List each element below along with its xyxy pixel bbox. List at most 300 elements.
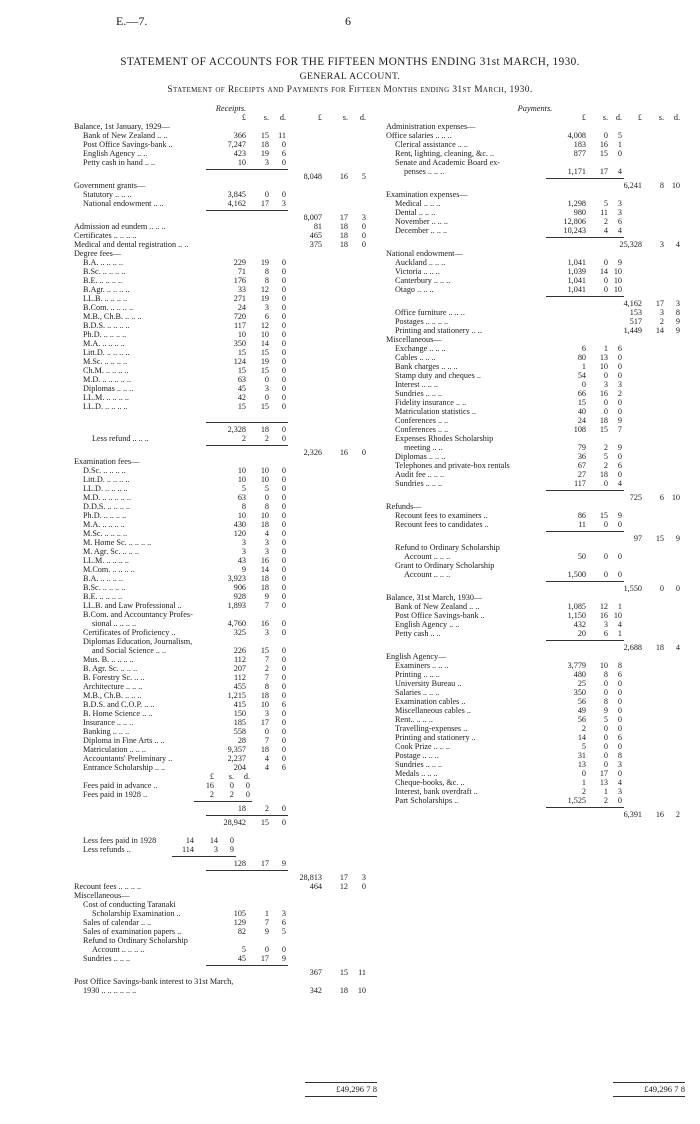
amount-inner-shillings: 2 — [603, 461, 608, 470]
amount-inner-shillings: 3 — [603, 620, 608, 629]
table-row — [74, 619, 388, 628]
table-row — [74, 222, 388, 231]
amount-inner-pence: 8 — [617, 751, 622, 760]
amount-inner-pounds: 183 — [573, 140, 586, 149]
amount-inner-pounds: 5 — [241, 484, 246, 493]
unit-label: £ — [637, 113, 642, 122]
table-row — [386, 443, 684, 452]
amount-outer-pounds: 517 — [629, 317, 642, 326]
amount-inner-pence: 1 — [617, 629, 622, 638]
amount-inner-pounds: 906 — [233, 583, 246, 592]
table-row — [386, 643, 684, 652]
row-label: Telephones and private-box rentals — [395, 461, 510, 470]
table-row — [74, 330, 388, 339]
amount-inner-pence: 0 — [617, 552, 622, 561]
amount-sub-pence: d. — [243, 772, 250, 781]
table-row — [74, 673, 388, 682]
row-label: Post Office Savings-bank .. — [83, 140, 173, 149]
amount-inner-shillings: 15 — [260, 366, 269, 375]
amount-inner-shillings: 0 — [603, 131, 608, 140]
amount-outer-pounds: 1,550 — [623, 584, 642, 593]
amount-outer-pounds: 153 — [629, 308, 642, 317]
amount-inner-pounds: 108 — [573, 425, 586, 434]
amount-inner-pence: 0 — [617, 398, 622, 407]
amount-inner-pounds: 2 — [581, 724, 586, 733]
row-label: Clerical assistance .. .. — [395, 140, 468, 149]
amount-inner-pence: 0 — [281, 312, 286, 321]
amount-inner-pence: 10 — [613, 285, 622, 294]
amount-sub-pence: 0 — [245, 790, 250, 799]
amount-outer-pence: 4 — [675, 643, 680, 652]
table-row — [74, 348, 388, 357]
amount-inner-pounds: 720 — [233, 312, 246, 321]
amount-inner-shillings: 5 — [603, 452, 608, 461]
amount-inner-shillings: 11 — [600, 208, 608, 217]
amount-outer-shillings: 14 — [655, 326, 664, 335]
row-label: Scholarship Examination .. — [92, 909, 181, 918]
row-label: Rent.. .. .. .. — [395, 715, 433, 724]
table-row — [386, 208, 684, 217]
amount-inner-pence: 0 — [281, 140, 286, 149]
row-label: M.A. .. .. .. .. — [83, 339, 125, 348]
amount-inner-shillings: 19 — [260, 149, 269, 158]
amount-outer-pence: 0 — [361, 222, 366, 231]
amount-outer-pence: 10 — [671, 181, 680, 190]
table-row — [74, 968, 388, 977]
amount-inner-pounds: 56 — [577, 715, 586, 724]
amount-inner-pence: 0 — [281, 673, 286, 682]
amount-inner-pounds: 2,237 — [227, 754, 246, 763]
amount-inner-pence: 0 — [281, 565, 286, 574]
table-row — [74, 547, 388, 556]
amount-outer-shillings: 18 — [655, 643, 664, 652]
table-row — [386, 353, 684, 362]
document-title: STATEMENT OF ACCOUNTS FOR THE FIFTEEN MONTHS ENDING 31st MARCH, 1930. — [120, 56, 580, 68]
row-label: Account .. .. .. — [404, 552, 451, 561]
amount-inner-pence: 0 — [281, 628, 286, 637]
amount-inner-pence: 0 — [281, 466, 286, 475]
table-row — [74, 375, 388, 384]
amount-inner-pence: 0 — [281, 556, 286, 565]
table-row — [74, 610, 388, 619]
row-label: Government grants— — [74, 181, 146, 190]
amount-inner-pence: 0 — [617, 742, 622, 751]
amount-outer-pence: 10 — [357, 986, 366, 995]
amount-inner-pounds: 480 — [573, 670, 586, 679]
amount-inner-pounds: 176 — [233, 276, 246, 285]
amount-inner-shillings: 2 — [264, 804, 269, 813]
amount-inner-pence: 0 — [281, 330, 286, 339]
amount-inner-pence: 0 — [281, 804, 286, 813]
row-label: Administration expenses— — [386, 122, 476, 131]
amount-inner-pounds: 5 — [581, 742, 586, 751]
sum-rule — [206, 210, 288, 211]
amount-inner-shillings: 18 — [599, 470, 608, 479]
amount-inner-pence: 0 — [281, 375, 286, 384]
amount-inner-pounds: 1,041 — [567, 258, 586, 267]
table-row — [74, 190, 388, 199]
row-label: Miscellaneous— — [74, 891, 130, 900]
table-row — [386, 167, 684, 176]
row-label: Examination cables .. — [395, 697, 466, 706]
amount-outer-pounds: 81 — [313, 222, 322, 231]
table-row — [74, 556, 388, 565]
row-label: Expenses Rhodes Scholarship — [395, 434, 494, 443]
amount-inner-pounds: 112 — [234, 655, 246, 664]
row-label: Sales of calendar .. .. — [83, 918, 152, 927]
amount-inner-pounds: 9,357 — [227, 745, 246, 754]
amount-inner-pounds: 1,171 — [567, 167, 586, 176]
amount-inner-shillings: 10 — [260, 700, 269, 709]
amount-inner-shillings: 0 — [603, 724, 608, 733]
amount-inner-pounds: 82 — [237, 927, 246, 936]
amount-inner-shillings: 6 — [603, 629, 608, 638]
amount-inner-pounds: 43 — [237, 556, 246, 565]
table-row — [386, 502, 684, 511]
amount-inner-pence: 0 — [617, 706, 622, 715]
amount-inner-pence: 0 — [281, 818, 286, 827]
row-label: Senate and Academic Board ex- — [395, 158, 501, 167]
receipts-rows — [74, 122, 388, 995]
amount-inner-pence: 0 — [281, 158, 286, 167]
table-row — [74, 339, 388, 348]
row-label: Cook Prize .. .. .. — [395, 742, 451, 751]
page-reference: E.—7. — [116, 14, 148, 28]
row-label: Sundries .. .. .. — [395, 760, 443, 769]
row-label: LL.M. .. .. .. .. — [83, 556, 129, 565]
amount-inner-pence: 3 — [617, 380, 622, 389]
amount-inner-pence: 0 — [281, 682, 286, 691]
table-row — [386, 670, 684, 679]
sum-rule — [546, 581, 624, 582]
amount-inner-shillings: 9 — [603, 706, 608, 715]
amount-inner-shillings: 0 — [603, 276, 608, 285]
row-label: LL.B. .. .. .. .. — [83, 294, 128, 303]
table-row — [74, 448, 388, 457]
table-row — [386, 534, 684, 543]
table-row — [74, 357, 388, 366]
amount-inner-shillings: 0 — [603, 371, 608, 380]
amount-sub-shillings: s. — [228, 772, 234, 781]
amount-inner-pounds: 432 — [573, 620, 586, 629]
row-label: B.Com. and Accountancy Profes- — [83, 610, 193, 619]
amount-outer-pence: 9 — [675, 326, 680, 335]
table-row — [74, 276, 388, 285]
amount-inner-pounds: 1,150 — [567, 611, 586, 620]
amount-outer-pounds: 725 — [629, 493, 642, 502]
row-label: Printing and stationery .. — [395, 733, 476, 742]
amount-inner-shillings: 0 — [603, 479, 608, 488]
table-row — [74, 891, 388, 900]
table-row — [74, 763, 388, 772]
amount-inner-shillings: 6 — [264, 312, 269, 321]
row-label: Cheque-books, &c. .. — [395, 778, 465, 787]
table-row — [74, 475, 388, 484]
amount-inner-pence: 9 — [617, 258, 622, 267]
table-row — [386, 688, 684, 697]
row-label: Office furniture .. .. .. — [395, 308, 465, 317]
amount-inner-pence: 0 — [281, 285, 286, 294]
table-row — [74, 213, 388, 222]
table-row — [74, 384, 388, 393]
row-label: Grant to Ordinary Scholarship — [395, 561, 495, 570]
amount-inner-pounds: 1,215 — [227, 691, 246, 700]
amount-inner-pence: 2 — [617, 389, 622, 398]
table-row — [74, 285, 388, 294]
table-row — [74, 954, 388, 963]
table-row — [74, 172, 388, 181]
table-row — [74, 936, 388, 945]
row-label: Sales of examination papers .. — [83, 927, 182, 936]
amount-inner-pounds: 928 — [233, 592, 246, 601]
table-row — [74, 181, 388, 190]
amount-inner-pounds: 86 — [577, 511, 586, 520]
amount-inner-pounds: 12,806 — [563, 217, 586, 226]
amount-inner-pounds: 366 — [233, 131, 246, 140]
amount-outer-shillings: 16 — [655, 810, 664, 819]
table-row — [74, 727, 388, 736]
amount-inner-pence: 8 — [617, 661, 622, 670]
amount-inner-shillings: 13 — [599, 353, 608, 362]
table-row — [386, 611, 684, 620]
amount-inner-pence: 0 — [281, 520, 286, 529]
row-label: Less fees paid in 1928 — [83, 836, 157, 845]
amount-inner-pounds: 4,008 — [567, 131, 586, 140]
amount-inner-pounds: 1 — [581, 778, 586, 787]
amount-inner-pounds: 8 — [241, 502, 246, 511]
amount-outer-shillings: 2 — [659, 317, 664, 326]
row-label: Medals .. .. .. — [395, 769, 438, 778]
amount-inner-pence: 6 — [281, 700, 286, 709]
amount-inner-pence: 0 — [281, 258, 286, 267]
row-label: M.A. .. .. .. .. — [83, 520, 125, 529]
amount-inner-shillings: 8 — [603, 697, 608, 706]
row-label: B.E. .. .. .. .. — [83, 276, 123, 285]
table-row — [74, 321, 388, 330]
row-label: Miscellaneous cables .. — [395, 706, 471, 715]
unit-label: d. — [615, 113, 622, 122]
amount-inner-pounds: 9 — [241, 565, 246, 574]
row-label: Medical and dental registration .. .. — [74, 240, 189, 249]
unit-label: d. — [359, 113, 366, 122]
amount-inner-pence: 0 — [281, 619, 286, 628]
amount-sub2-pence: 0 — [229, 836, 234, 845]
row-label: M.B., Ch.B. .. .. .. — [83, 312, 142, 321]
table-row — [386, 715, 684, 724]
amount-inner-pounds: 79 — [577, 443, 586, 452]
table-row — [386, 425, 684, 434]
row-label: Refunds— — [386, 502, 422, 511]
amount-inner-pence: 6 — [281, 918, 286, 927]
table-row — [386, 787, 684, 796]
amount-outer-shillings: 18 — [339, 222, 348, 231]
row-label: English Agency .. .. — [83, 149, 148, 158]
sum-rule — [546, 490, 624, 491]
table-row — [386, 335, 684, 344]
amount-inner-pence: 9 — [281, 859, 286, 868]
amount-outer-pence: 0 — [361, 882, 366, 891]
amount-inner-pounds: 54 — [577, 371, 586, 380]
row-label: M. Home Sc. .. .. .. .. — [83, 538, 152, 547]
amount-outer-pence: 0 — [361, 240, 366, 249]
amount-inner-shillings: 0 — [603, 520, 608, 529]
amount-inner-pence: 0 — [281, 475, 286, 484]
row-label: Less refunds .. — [83, 845, 131, 854]
amount-inner-pounds: 3 — [241, 538, 246, 547]
amount-inner-pence: 1 — [617, 140, 622, 149]
amount-inner-pounds: 128 — [233, 859, 246, 868]
amount-inner-shillings: 17 — [599, 167, 608, 176]
amount-outer-pence: 10 — [671, 493, 680, 502]
amount-inner-shillings: 7 — [264, 601, 269, 610]
amount-sub-shillings: 2 — [229, 790, 234, 799]
row-label: Sundries .. .. .. — [395, 479, 443, 488]
amount-inner-pounds: 33 — [237, 285, 246, 294]
amount-inner-pence: 0 — [281, 646, 286, 655]
amount-inner-shillings: 3 — [264, 538, 269, 547]
row-label: Petty cash in hand .. .. — [83, 158, 156, 167]
amount-inner-shillings: 3 — [264, 628, 269, 637]
row-label: Exchange .. .. .. — [395, 344, 446, 353]
amount-sub-pence: 0 — [245, 781, 250, 790]
row-label: Sundries .. .. .. — [83, 954, 131, 963]
receipts-heading: Receipts. — [215, 104, 247, 113]
amount-outer-pounds: 1,449 — [623, 326, 642, 335]
table-row — [74, 691, 388, 700]
row-label: D.D.S. .. .. .. .. — [83, 502, 131, 511]
row-label: B. Agr. Sc. .. .. .. — [83, 664, 138, 673]
table-row — [74, 772, 388, 781]
amount-inner-shillings: 8 — [603, 670, 608, 679]
amount-inner-pence: 0 — [281, 655, 286, 664]
amount-inner-pence: 0 — [281, 592, 286, 601]
amount-inner-pounds: 229 — [233, 258, 246, 267]
row-label: Diplomas Education, Journalism, — [83, 637, 193, 646]
row-label: Stamp duty and cheques .. — [395, 371, 481, 380]
amount-inner-pounds: 40 — [577, 407, 586, 416]
amount-inner-shillings: 3 — [264, 158, 269, 167]
amount-inner-shillings: 1 — [603, 344, 608, 353]
amount-inner-shillings: 0 — [264, 945, 269, 954]
amount-inner-shillings: 14 — [599, 267, 608, 276]
amount-outer-pounds: 2,326 — [303, 448, 322, 457]
amount-inner-pounds: 15 — [237, 366, 246, 375]
amount-inner-pounds: 13 — [577, 760, 586, 769]
table-row — [74, 249, 388, 258]
amount-inner-pence: 0 — [281, 276, 286, 285]
table-row — [74, 873, 388, 882]
table-row — [386, 679, 684, 688]
table-row — [386, 122, 684, 131]
amount-inner-pounds: 49 — [577, 706, 586, 715]
amount-inner-shillings: 0 — [603, 258, 608, 267]
table-row — [74, 231, 388, 240]
unit-label: d. — [279, 113, 286, 122]
row-label: Audit fee .. .. .. — [395, 470, 445, 479]
row-label: Certificates of Proficiency .. — [83, 628, 176, 637]
amount-inner-pounds: 3,923 — [227, 574, 246, 583]
amount-inner-pence: 6 — [617, 217, 622, 226]
row-label: Miscellaneous— — [386, 335, 442, 344]
sum-rule — [546, 531, 624, 532]
table-row — [386, 552, 684, 561]
amount-inner-shillings: 19 — [260, 294, 269, 303]
amount-inner-shillings: 3 — [264, 303, 269, 312]
sum-rule — [546, 640, 624, 641]
table-row — [74, 393, 388, 402]
row-label: Recount fees to candidates .. — [395, 520, 489, 529]
amount-inner-pence: 0 — [281, 754, 286, 763]
amount-outer-pence: 3 — [361, 213, 366, 222]
table-row — [74, 945, 388, 954]
amount-inner-shillings: 19 — [260, 258, 269, 267]
amount-inner-pence: 0 — [617, 570, 622, 579]
table-row — [74, 457, 388, 466]
amount-inner-pounds: 56 — [577, 697, 586, 706]
row-label: penses .. .. .. — [404, 167, 445, 176]
table-row — [74, 574, 388, 583]
amount-inner-pounds: 63 — [237, 375, 246, 384]
table-row — [74, 511, 388, 520]
amount-sub2-pence: 9 — [229, 845, 234, 854]
amount-inner-pounds: 112 — [234, 673, 246, 682]
amount-inner-shillings: 19 — [260, 357, 269, 366]
amount-inner-shillings: 15 — [260, 131, 269, 140]
row-label: National endowment .. .. — [83, 199, 164, 208]
amount-inner-shillings: 15 — [260, 646, 269, 655]
amount-inner-pounds: 10 — [237, 466, 246, 475]
row-label: Entrance Scholarship .. .. — [83, 763, 166, 772]
table-row — [386, 398, 684, 407]
unit-label: £ — [317, 113, 322, 122]
amount-inner-shillings: 2 — [603, 443, 608, 452]
amount-inner-pence: 5 — [617, 131, 622, 140]
amount-inner-pounds: 207 — [233, 664, 246, 673]
amount-inner-pounds: 0 — [581, 380, 586, 389]
row-label: Less refund .. .. .. — [92, 434, 149, 443]
table-row — [386, 602, 684, 611]
amount-inner-pence: 0 — [281, 691, 286, 700]
amount-inner-pence: 0 — [617, 470, 622, 479]
table-row — [386, 796, 684, 805]
table-row — [386, 267, 684, 276]
row-label: Statutory .. .. .. — [83, 190, 132, 199]
amount-inner-pounds: 1,039 — [567, 267, 586, 276]
table-row — [74, 140, 388, 149]
table-row — [386, 652, 684, 661]
amount-inner-pounds: 415 — [233, 700, 246, 709]
row-label: Examination expenses— — [386, 190, 468, 199]
table-row — [386, 742, 684, 751]
table-row — [386, 570, 684, 579]
amount-inner-pounds: 3,779 — [567, 661, 586, 670]
amount-inner-pounds: 185 — [233, 718, 246, 727]
row-label: Examination fees— — [74, 457, 140, 466]
amount-inner-shillings: 17 — [260, 718, 269, 727]
amount-outer-pence: 9 — [675, 317, 680, 326]
amount-inner-shillings: 2 — [603, 217, 608, 226]
row-label: Conferences .. .. — [395, 416, 449, 425]
table-row — [386, 362, 684, 371]
table-row — [386, 661, 684, 670]
row-label: Architecture .. .. .. — [83, 682, 143, 691]
table-row — [74, 836, 388, 845]
amount-inner-pence: 0 — [281, 574, 286, 583]
row-label: D.Sc. .. .. .. .. — [83, 466, 126, 475]
amount-inner-pence: 6 — [617, 733, 622, 742]
row-label: meeting .. .. — [404, 443, 443, 452]
row-label: B.E. .. .. .. .. — [83, 592, 123, 601]
